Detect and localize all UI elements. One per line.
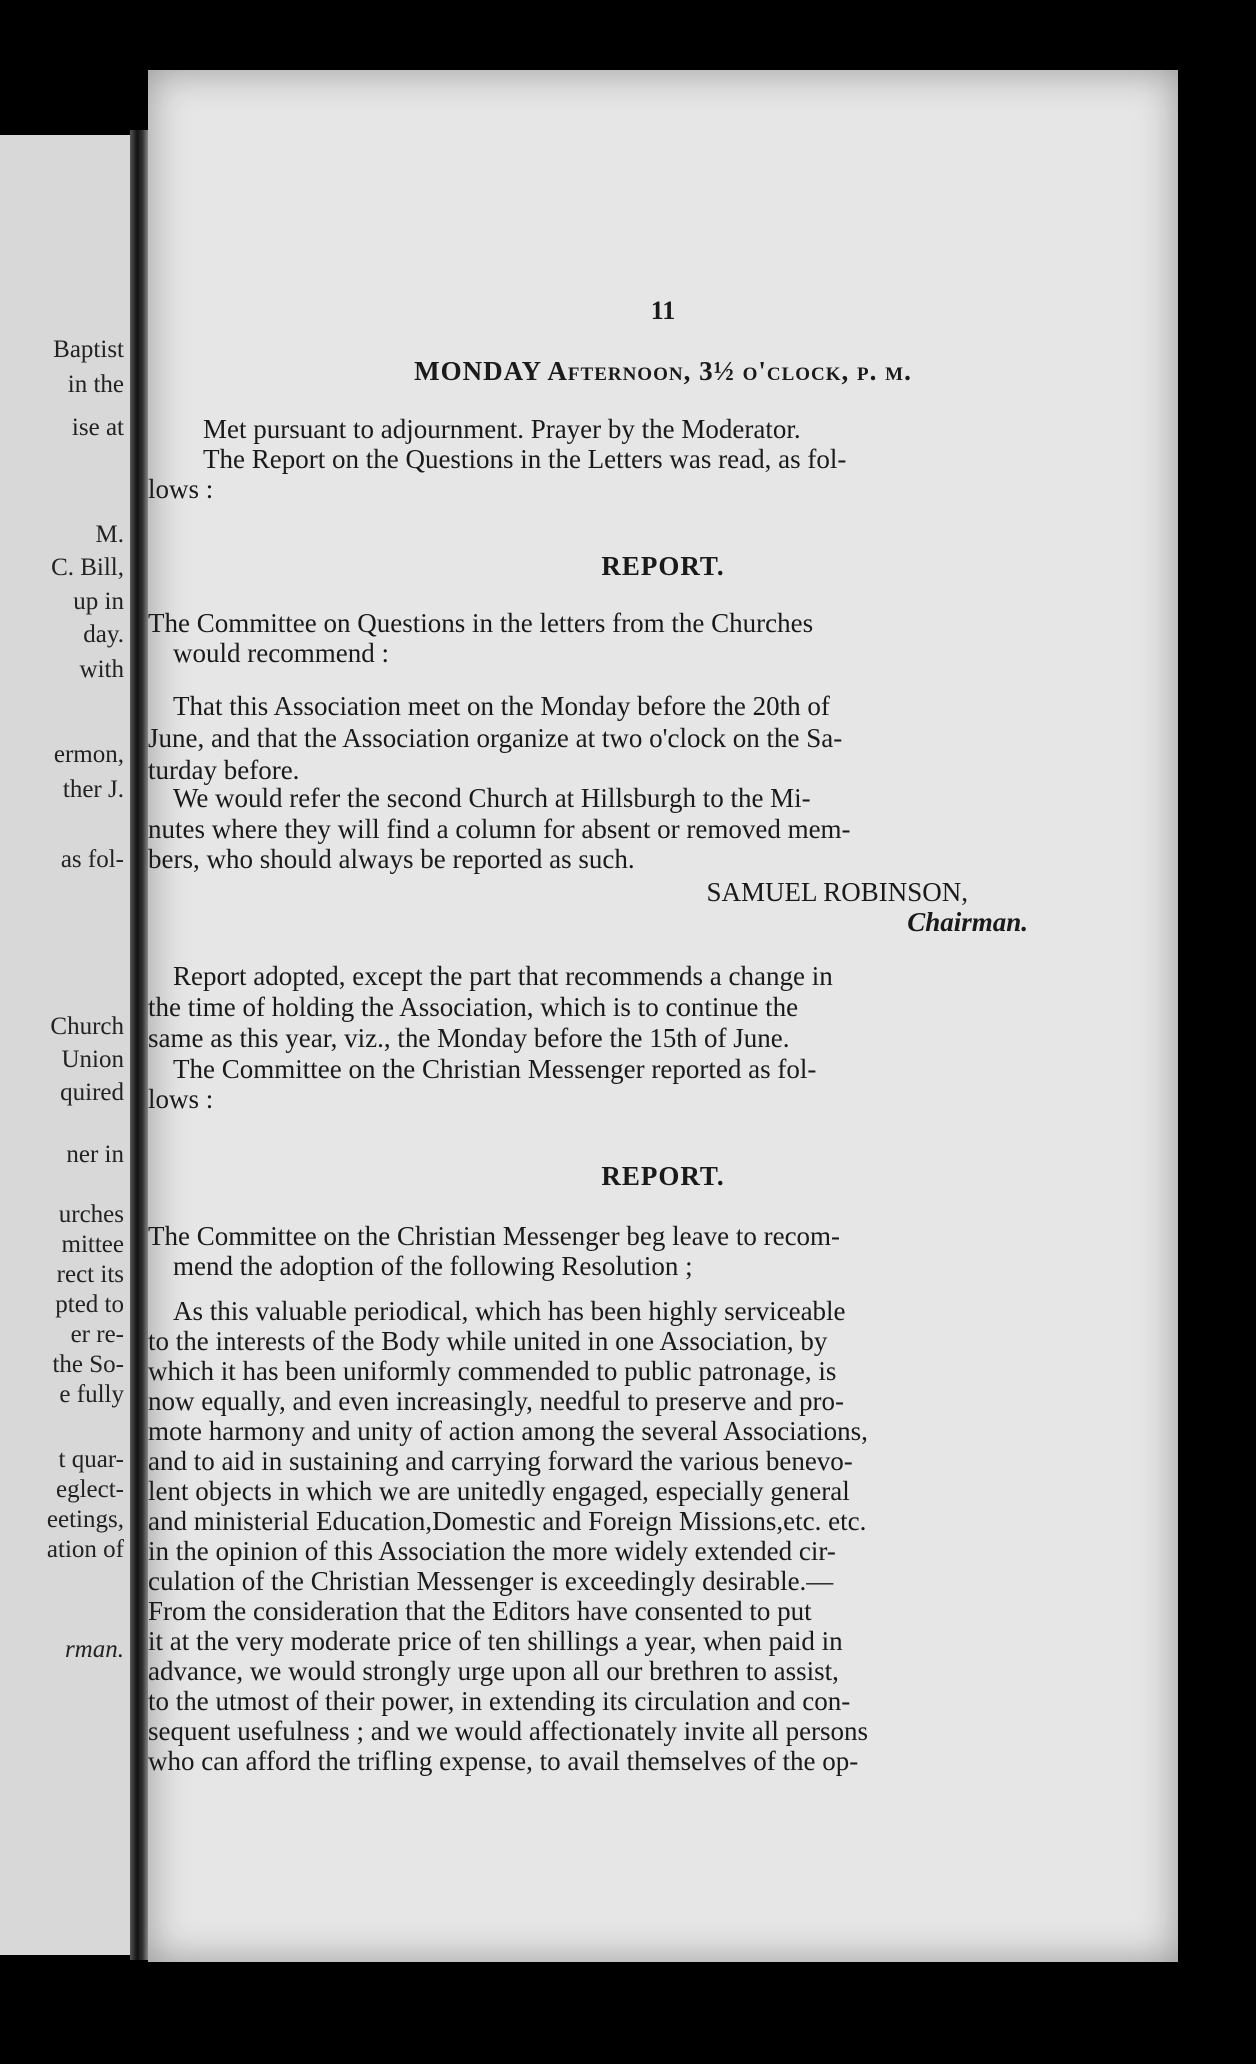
text-line: to the interests of the Body while united in one Association, by <box>148 1326 828 1356</box>
left-text-fragment: M. <box>95 521 124 548</box>
left-text-fragment: urches <box>58 1201 124 1228</box>
text-line: The Committee on the Christian Messenger beg leave to recom- <box>148 1221 841 1251</box>
text-line: lows : <box>148 474 214 504</box>
left-text-fragment: the So- <box>52 1351 124 1378</box>
left-text-fragment: Church <box>50 1013 124 1040</box>
left-text-fragment: mittee <box>61 1231 124 1258</box>
left-text-fragment: C. Bill, <box>51 554 124 581</box>
left-text-fragment: Baptist <box>53 336 124 363</box>
text-line: The Committee on Questions in the letters from the Churches <box>148 608 814 638</box>
left-text-fragment: up in <box>73 588 124 615</box>
book-page <box>148 70 1178 1962</box>
text-line: We would refer the second Church at Hillsburgh to the Mi- <box>173 783 811 813</box>
text-line: culation of the Christian Messenger is exceedingly desirable.— <box>148 1566 834 1596</box>
text-line: From the consideration that the Editors have consented to put <box>148 1596 812 1626</box>
text-line: June, and that the Association organize at two o'clock on the Sa- <box>148 723 843 753</box>
text-line: sequent usefulness ; and we would affectionately invite all persons <box>148 1716 869 1746</box>
text-line: would recommend : <box>173 638 389 668</box>
text-line: advance, we would strongly urge upon all our brethren to assist, <box>148 1656 839 1686</box>
left-text-fragment: quired <box>60 1079 124 1106</box>
left-text-fragment: Union <box>61 1046 124 1073</box>
left-text-fragment: rman. <box>64 1636 124 1663</box>
left-text-fragment: ner in <box>66 1141 124 1168</box>
text-line: to the utmost of their power, in extending its circulation and con- <box>148 1686 851 1716</box>
left-text-fragment: ation of <box>46 1536 124 1563</box>
left-text-fragment: eglect- <box>55 1476 124 1503</box>
left-text-fragment: as fol- <box>60 846 124 873</box>
left-text-fragment: day. <box>83 621 124 648</box>
left-text-fragment: with <box>79 656 124 683</box>
text-line: That this Association meet on the Monday before the 20th of <box>173 691 830 721</box>
report-heading: REPORT. <box>601 551 725 581</box>
left-text-fragment: e fully <box>59 1381 124 1408</box>
text-line: lent objects in which we are unitedly engaged, especially general <box>148 1476 850 1506</box>
text-line: mote harmony and unity of action among the several Associations, <box>148 1416 868 1446</box>
left-text-fragment: er re- <box>70 1321 124 1348</box>
text-line: Report adopted, except the part that recommends a change in <box>173 961 833 991</box>
session-heading: MONDAY Afternoon, 3½ o'clock, p. m. <box>414 356 912 386</box>
text-line: who can afford the trifling expense, to avail themselves of the op- <box>148 1746 859 1776</box>
text-line: Met pursuant to adjournment. Prayer by the Moderator. <box>203 414 801 444</box>
signer-name: SAMUEL ROBINSON, <box>706 877 968 907</box>
left-text-fragment: rect its <box>56 1261 124 1288</box>
text-line: The Report on the Questions in the Letters was read, as fol- <box>203 444 847 474</box>
text-line: in the opinion of this Association the more widely extended cir- <box>148 1536 836 1566</box>
text-line: As this valuable periodical, which has been highly serviceable <box>173 1296 846 1326</box>
text-line: which it has been uniformly commended to public patronage, is <box>148 1356 837 1386</box>
text-line: The Committee on the Christian Messenger reported as fol- <box>173 1054 817 1084</box>
text-line: nutes where they will find a column for absent or removed mem- <box>148 814 851 844</box>
text-line: lows : <box>148 1084 214 1114</box>
text-line: now equally, and even increasingly, needful to preserve and pro- <box>148 1386 844 1416</box>
text-line: mend the adoption of the following Resolution ; <box>173 1251 693 1281</box>
left-text-fragment: t quar- <box>58 1446 124 1473</box>
text-line: turday before. <box>148 755 300 785</box>
left-text-fragment: eetings, <box>46 1506 124 1533</box>
text-line: bers, who should always be reported as such. <box>148 844 635 874</box>
text-line: and ministerial Education,Domestic and Foreign Missions,etc. etc. <box>148 1506 867 1536</box>
left-text-fragment: ise at <box>71 414 124 441</box>
book-gutter <box>130 130 148 1960</box>
left-text-fragment: in the <box>67 371 124 398</box>
signer-title: Chairman. <box>907 907 1028 937</box>
text-line: and to aid in sustaining and carrying forward the various benevo- <box>148 1446 853 1476</box>
left-text-fragment: pted to <box>55 1291 124 1318</box>
report-heading: REPORT. <box>601 1161 725 1191</box>
text-line: the time of holding the Association, which is to continue the <box>148 992 799 1022</box>
text-line: same as this year, viz., the Monday before the 15th of June. <box>148 1023 790 1053</box>
left-text-fragment: ther J. <box>62 776 124 803</box>
left-text-fragment: ermon, <box>53 741 124 768</box>
page-number: 11 <box>650 296 676 325</box>
left-page-fragment <box>0 135 130 1955</box>
text-line: it at the very moderate price of ten shillings a year, when paid in <box>148 1626 843 1656</box>
